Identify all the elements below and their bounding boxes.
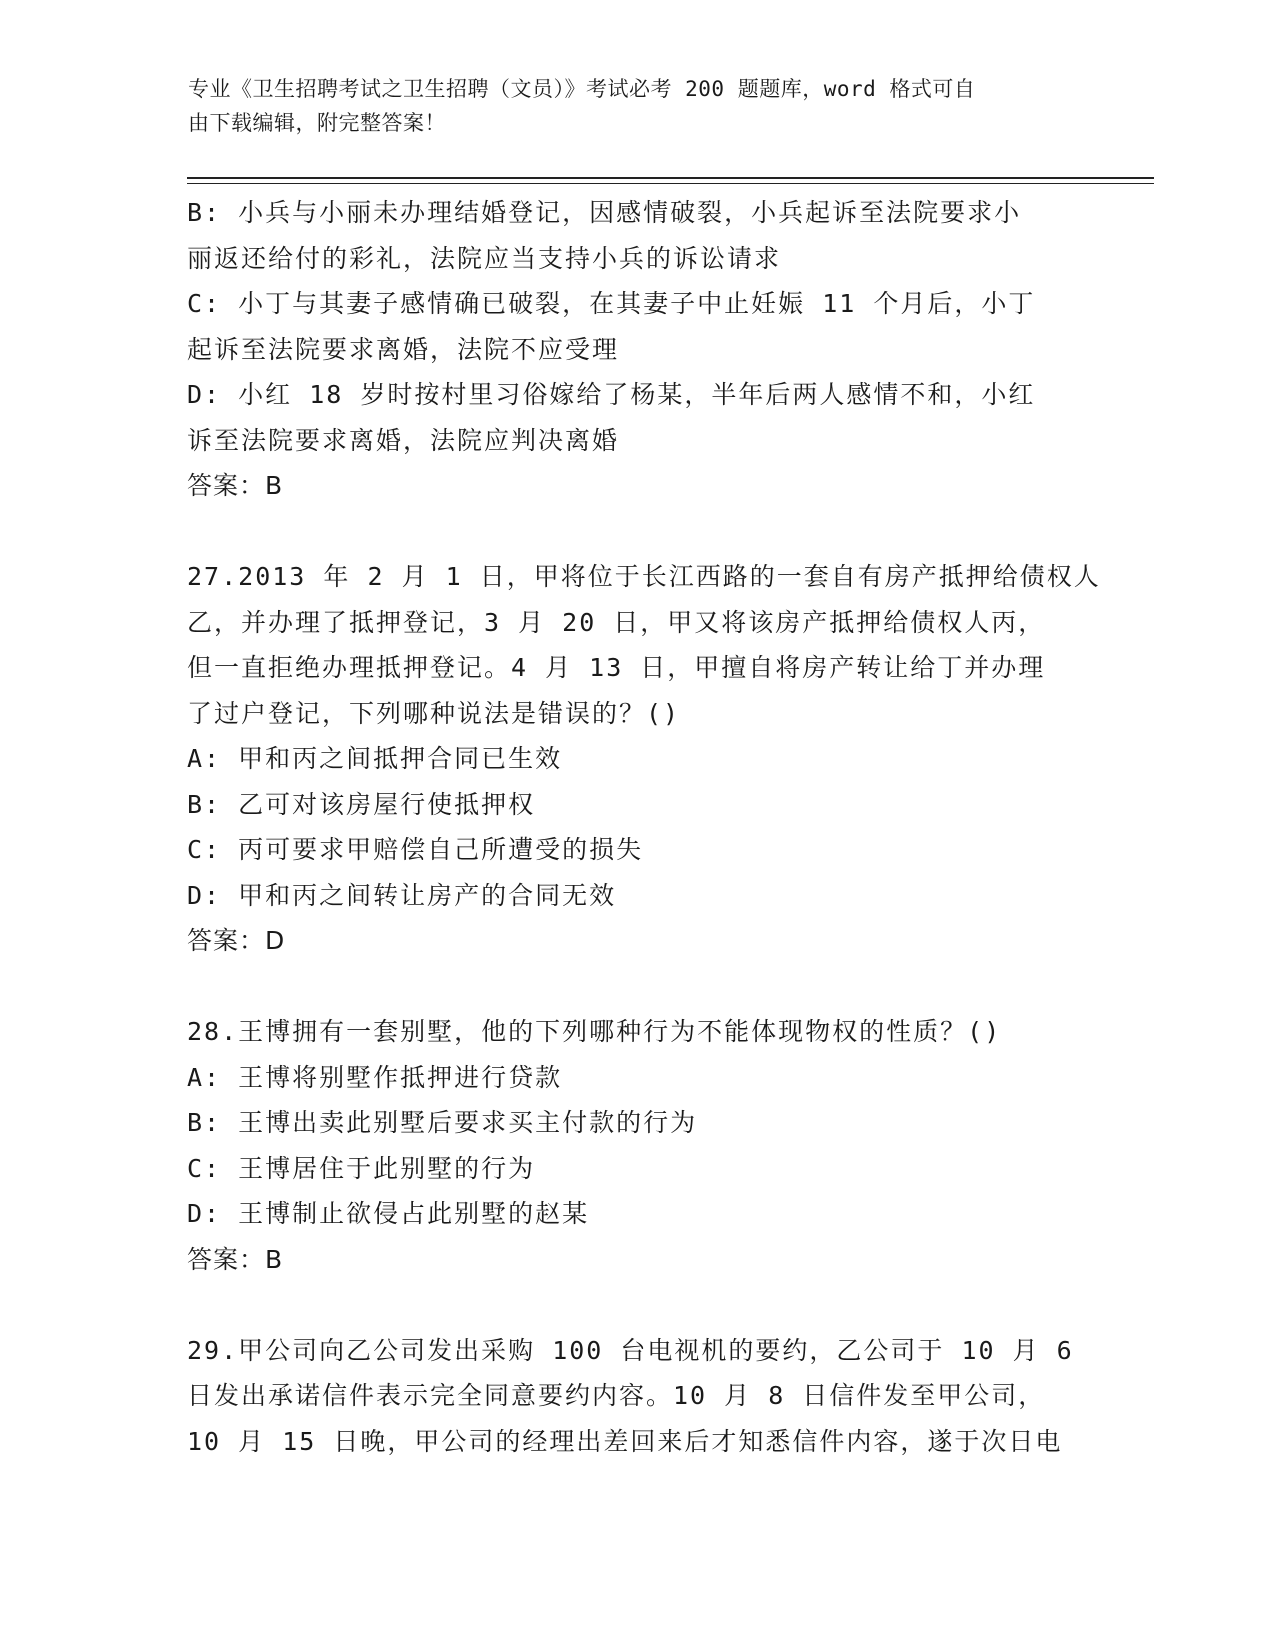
- option-a: A: 甲和丙之间抵押合同已生效: [187, 744, 563, 773]
- answer-line: 答案：B: [187, 471, 284, 500]
- question-stem-line-2: 日发出承诺信件表示完全同意要约内容。10 月 8 日信件发至甲公司，: [187, 1381, 1046, 1410]
- question-stem-line-2: 乙，并办理了抵押登记，3 月 20 日，甲又将该房产抵押给债权人丙，: [187, 607, 1046, 637]
- question-28: [187, 1009, 1087, 1282]
- answer-line: 答案：D: [187, 926, 286, 955]
- spacer: [187, 1282, 1087, 1328]
- option-d: D: 甲和丙之间转让房产的合同无效: [187, 880, 617, 910]
- option-b: B: 王博出卖此别墅后要求买主付款的行为: [187, 1108, 698, 1137]
- question-29: [187, 1328, 1087, 1465]
- option-b-line-1: B: 小兵与小丽未办理结婚登记，因感情破裂，小兵起诉至法院要求小: [187, 198, 1022, 227]
- spacer: [187, 509, 1087, 555]
- option-a: A: 王博将别墅作抵押进行贷款: [187, 1062, 563, 1092]
- header-divider-thick: [187, 177, 1154, 179]
- option-c: C: 丙可要求甲赔偿自己所遭受的损失: [187, 835, 644, 864]
- question-stem-line-1: 27.2013 年 2 月 1 日，甲将位于长江西路的一套自有房产抵押给债权人: [187, 562, 1101, 591]
- header-title-line-1: 专业《卫生招聘考试之卫生招聘（文员）》考试必考 200 题题库，word 格式可自: [188, 77, 976, 101]
- question-stem-line-3: 但一直拒绝办理抵押登记。4 月 13 日，甲擅自将房产转让给丁并办理: [187, 653, 1046, 682]
- header-title-line-2: 由下载编辑，附完整答案！: [188, 111, 446, 135]
- document-body: [187, 190, 1101, 1464]
- option-b-line-2: 丽返还给付的彩礼，法院应当支持小兵的诉讼请求: [187, 243, 782, 273]
- option-d-line-2: 诉至法院要求离婚，法院应判决离婚: [187, 425, 620, 455]
- question-stem-line-3: 10 月 15 日晚，甲公司的经理出差回来后才知悉信件内容，遂于次日电: [187, 1426, 1063, 1456]
- question-stem-line-1: 28.王博拥有一套别墅，他的下列哪种行为不能体现物权的性质？(): [187, 1017, 1002, 1046]
- answer-line: 答案：B: [187, 1244, 284, 1274]
- option-d-line-1: D: 小红 18 岁时按村里习俗嫁给了杨某，半年后两人感情不和，小红: [187, 380, 1036, 409]
- question-stem-line-1: 29.甲公司向乙公司发出采购 100 台电视机的要约，乙公司于 10 月 6: [187, 1335, 1074, 1365]
- question-27: [187, 554, 1101, 964]
- option-d: D: 王博制止欲侵占此别墅的赵某: [187, 1199, 590, 1228]
- option-c-line-1: C: 小丁与其妻子感情确已破裂，在其妻子中止妊娠 11 个月后，小丁: [187, 289, 1036, 318]
- question-stem-line-4: 了过户登记，下列哪种说法是错误的？(): [187, 698, 681, 728]
- option-c: C: 王博居住于此别墅的行为: [187, 1153, 536, 1183]
- option-c-line-2: 起诉至法院要求离婚，法院不应受理: [187, 334, 620, 364]
- document-header: [188, 72, 1068, 140]
- spacer: [187, 964, 1087, 1010]
- header-divider-thin: [187, 183, 1154, 184]
- option-b: B: 乙可对该房屋行使抵押权: [187, 789, 536, 819]
- question-26-continuation: [187, 190, 1087, 509]
